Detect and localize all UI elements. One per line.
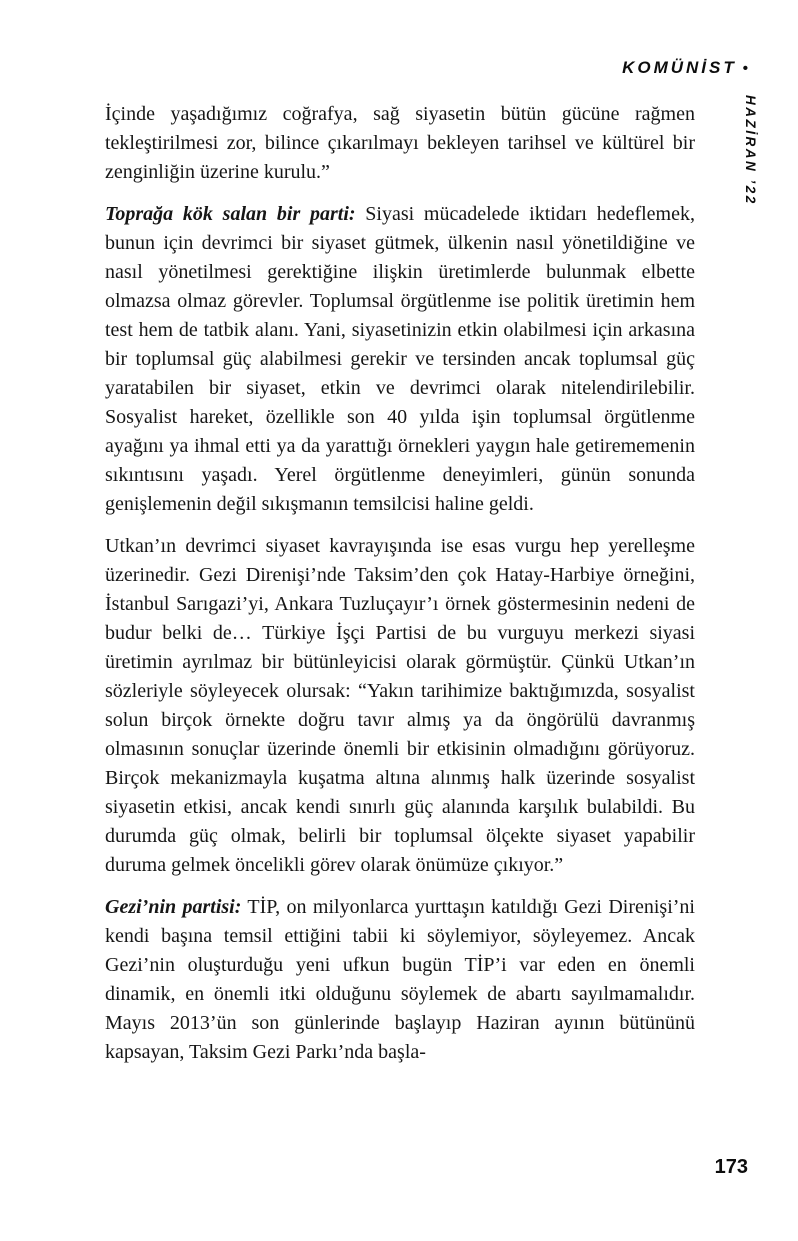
- body-paragraph: [105, 532, 695, 880]
- magazine-header: [622, 58, 748, 78]
- body-paragraph: [105, 100, 695, 187]
- paragraph-text: Siyasi mücadelede iktidarı hedeflemek, bunun için devrimci bir siyaset gütmek, ülkenin nasıl yönetildiğine ve nasıl yönetilmesi gerektiğine ilişkin üretimlerde bulunmak elbette olmazsa olmaz görevler. Toplumsal örgütlenme ise politik üretimin hem test hem de tatbik alanı. Yani, siyasetinizin etkin olabilmesi için arkasına bir toplumsal güç alabilmesi gerekir ve tersinden ancak toplumsal güç yaratabilen bir siyaset, etkin ve devrimci olarak nitelendirilebilir. Sosyalist hareket, özellikle son 40 yılda işin toplumsal örgütlenme ayağını ya ihmal etti ya da yarattığı örnekleri yaygın hale getirememenin sıkıntısını yaşadı. Yerel örgütlenme deneyimleri, günün sonunda genişlemenin değil sıkışmanın temsilcisi haline geldi.: [105, 203, 695, 515]
- paragraph-text: İçinde yaşadığımız coğrafya, sağ siyasetin bütün gücüne rağmen tekleştirilmesi zor, bilince çıkarılmayı bekleyen tarihsel ve kültürel bir zenginliğin üzerine kurulu.”: [105, 103, 695, 183]
- page-number: 173: [714, 1156, 748, 1178]
- paragraph-text: TİP, on milyonlarca yurttaşın katıldığı Gezi Direnişi’ni kendi başına temsil ettiğini tabii ki söylemiyor, söyleyemez. Ancak Gezi’nin oluşturduğu yeni ufkun bugün TİP’i var eden en önemli dinamik, en önemli itki olduğunu söylemek de abartı sayılmamalıdır. Mayıs 2013’ün son günlerinde başlayıp Haziran ayının bütününü kapsayan, Taksim Gezi Parkı’nda başla-: [105, 896, 695, 1063]
- magazine-title: KOMÜNİST: [622, 58, 737, 77]
- paragraph-lead: Toprağa kök salan bir parti:: [105, 203, 356, 225]
- paragraph-lead: Gezi’nin partisi:: [105, 896, 242, 918]
- body-paragraph: [105, 893, 695, 1067]
- body-paragraph: [105, 200, 695, 519]
- page-body: [105, 100, 695, 1080]
- paragraph-text: Utkan’ın devrimci siyaset kavrayışında ise esas vurgu hep yerelleşme üzerinedir. Gezi Direnişi’nde Taksim’den çok Hatay-Harbiye örneğini, İstanbul Sarıgazi’yi, Ankara Tuzluçayır’ı örnek göstermesinin nedeni de budur belki de… Türkiye İşçi Partisi de bu vurguyu merkezi siyasi üretimin ayrılmaz bir bütünleyicisi olarak görmüştür. Çünkü Utkan’ın sözleriyle söyleyecek olursak: “Yakın tarihimize baktığımızda, sosyalist solun birçok örnekte doğru tavır almış ya da öngörülü davranmış olmasının sonuçlar üzerinde önemli bir etkisinin olmadığını görüyoruz. Birçok mekanizmayla kuşatma altına alınmış halk üzerinde sosyalist siyasetin etkisi, ancak kendi sınırlı güç alanında karşılık bulabildi. Bu durumda güç olmak, belirli bir toplumsal ölçekte siyaset yapabilir duruma gelmek öncelikli görev olarak önümüze çıkıyor.”: [105, 535, 695, 876]
- masthead-bullet-icon: •: [742, 60, 748, 77]
- issue-label: HAZİRAN ’22: [743, 95, 758, 206]
